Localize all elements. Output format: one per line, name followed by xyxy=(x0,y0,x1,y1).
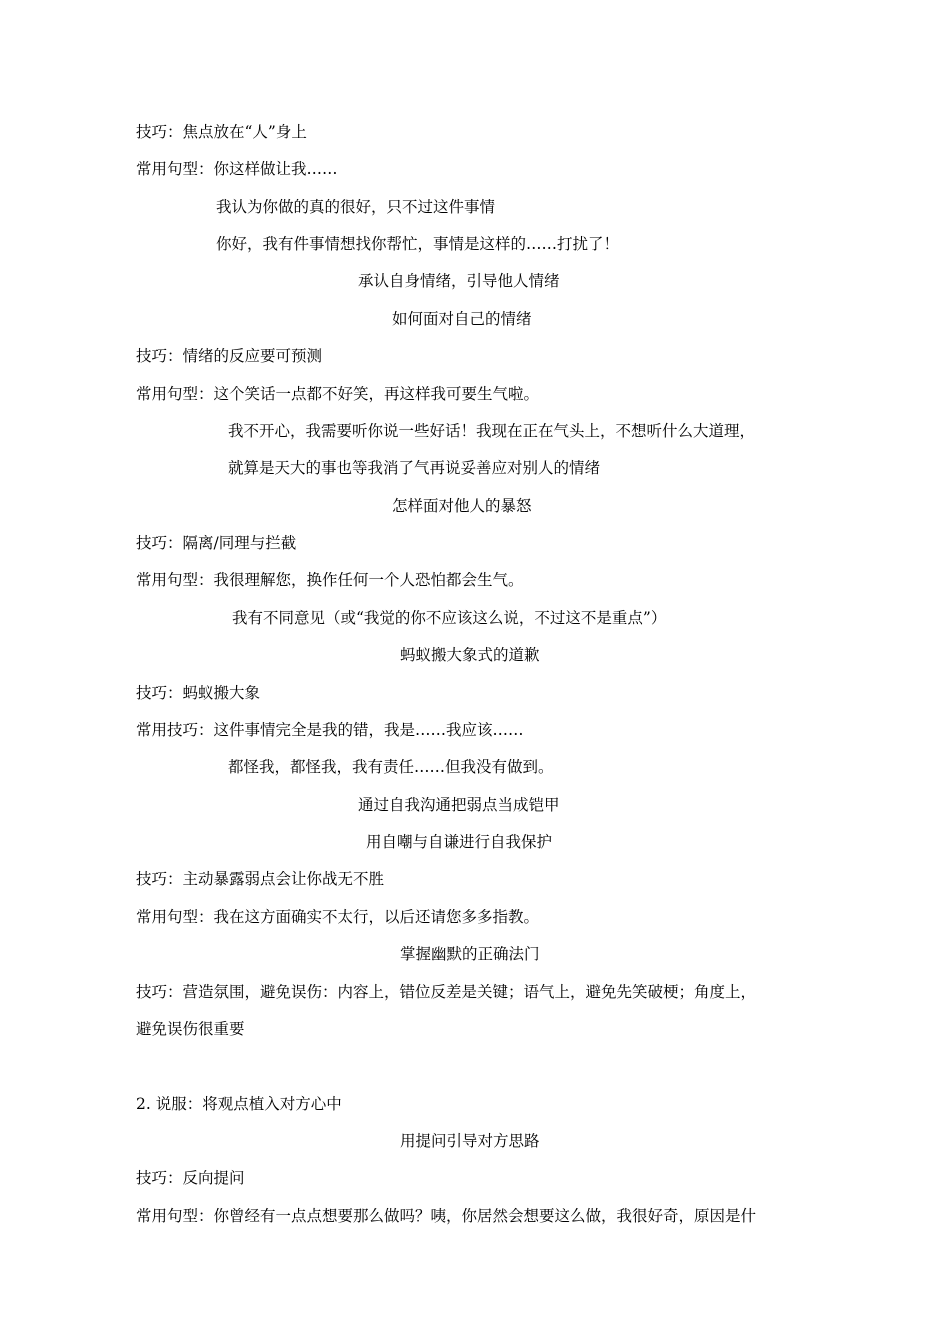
text-line: 常用句型：你这样做让我…… xyxy=(136,160,338,178)
text-line: 技巧：焦点放在“人”身上 xyxy=(136,123,307,141)
text-line: 我有不同意见（或“我觉的你不应该这么说，不过这不是重点”） xyxy=(232,609,667,627)
text-line: 技巧：蚂蚁搬大象 xyxy=(136,684,261,702)
text-line: 技巧：营造氛围，避免误伤：内容上，错位反差是关键；语气上，避免先笑破梗；角度上， xyxy=(136,983,757,1001)
text-line: 我不开心，我需要听你说一些好话！我现在正在气头上，不想听什么大道理， xyxy=(228,422,756,440)
text-line: 你好，我有件事情想找你帮忙，事情是这样的……打扰了！ xyxy=(216,235,620,253)
text-line: 技巧：主动暴露弱点会让你战无不胜 xyxy=(136,870,385,888)
section-heading: 通过自我沟通把弱点当成铠甲 xyxy=(358,796,560,814)
section-heading: 承认自身情绪，引导他人情绪 xyxy=(358,272,560,290)
section-heading: 怎样面对他人的暴怒 xyxy=(392,497,532,515)
text-line: 技巧：隔离/同理与拦截 xyxy=(136,534,297,552)
text-line: 技巧：情绪的反应要可预测 xyxy=(136,347,323,365)
section-heading: 蚂蚁搬大象式的道歉 xyxy=(400,646,540,664)
text-line: 常用句型：这个笑话一点都不好笑，再这样我可要生气啦。 xyxy=(136,385,540,403)
section-heading: 掌握幽默的正确法门 xyxy=(400,945,540,963)
text-line: 常用句型：我很理解您，换作任何一个人恐怕都会生气。 xyxy=(136,571,524,589)
text-line: 常用技巧：这件事情完全是我的错，我是……我应该…… xyxy=(136,721,524,739)
text-line: 我认为你做的真的很好，只不过这件事情 xyxy=(216,198,496,216)
text-line: 常用句型：你曾经有一点点想要那么做吗？咦，你居然会想要这么做，我很好奇，原因是什 xyxy=(136,1207,757,1225)
section-heading: 用提问引导对方思路 xyxy=(400,1132,540,1150)
text-line: 避免误伤很重要 xyxy=(136,1020,245,1038)
text-line: 技巧：反向提问 xyxy=(136,1169,245,1187)
numbered-heading: 2. 说服：将观点植入对方心中 xyxy=(136,1095,342,1113)
text-line: 常用句型：我在这方面确实不太行，以后还请您多多指教。 xyxy=(136,908,540,926)
section-heading: 用自嘲与自谦进行自我保护 xyxy=(366,833,553,851)
text-line: 就算是天大的事也等我消了气再说妥善应对别人的情绪 xyxy=(228,459,601,477)
text-line: 都怪我，都怪我，我有责任……但我没有做到。 xyxy=(228,758,554,776)
section-heading: 如何面对自己的情绪 xyxy=(392,310,532,328)
